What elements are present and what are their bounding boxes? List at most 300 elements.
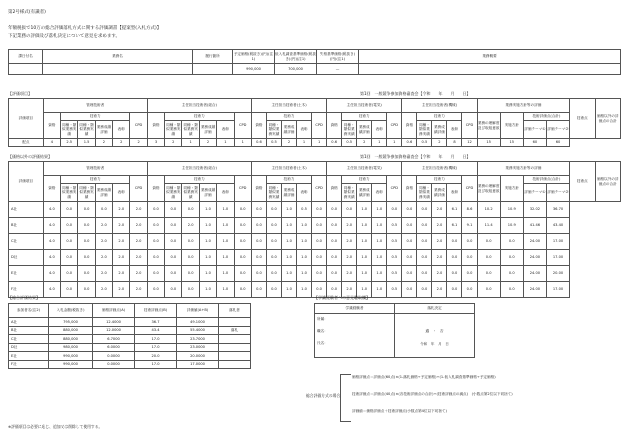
alloc-sub-header: 技術力 (165, 113, 234, 121)
results-value-cell: 0.0 (447, 282, 462, 298)
info-value (43, 64, 193, 75)
info-header: 課日付名 (9, 50, 43, 64)
results-value-cell: 0.0 (477, 234, 500, 250)
results-value-cell: 1.0 (372, 218, 387, 234)
results-value-cell: 2.0 (432, 282, 447, 298)
results-leaf-header: 評価テーマ② (546, 184, 569, 202)
results-value-cell: 0.0 (500, 266, 523, 282)
alloc-value-cell: 1 (372, 139, 387, 147)
summary-tech-score: 17.0 (135, 343, 177, 352)
alloc-value-cell: 2 (165, 139, 182, 147)
formula-price: 価格評価点＝評価点(60点)×(1-落札価格÷予定価格)÷(1-低入札調査基準価格÷予定価格) (352, 375, 496, 379)
info-header: 業務名 (43, 50, 193, 64)
results-value-cell: 2.0 (95, 218, 112, 234)
results-leaf-header: 業務成績評価 (357, 184, 372, 202)
info-value (193, 64, 233, 75)
alloc-sub-header: CPD (312, 113, 327, 139)
results-value-cell: 1.0 (297, 234, 312, 250)
opinion-date: 令和 年 月 日 (420, 341, 449, 346)
results-leaf-header: 表彰 (372, 184, 387, 202)
summary-winner (219, 335, 251, 344)
results-value-cell: 0.0 (61, 266, 78, 282)
results-value-cell: 0.0 (462, 250, 477, 266)
results-value-cell: 0.0 (500, 234, 523, 250)
section-title-criteria: 【評価項目】 (8, 91, 32, 96)
results-value-cell: 0.0 (61, 234, 78, 250)
results-value-cell: 0.0 (417, 218, 432, 234)
results-bidder-name: B社 (9, 218, 44, 234)
results-group-header: 主任担当技術者(機械) (402, 162, 477, 176)
results-value-cell: 1.0 (297, 250, 312, 266)
results-value-cell: 0.0 (78, 282, 95, 298)
results-value-cell: 0.0 (182, 202, 199, 218)
footnote: ※評価項目は必要に応じ、追加又は削除して使用する。 (8, 424, 103, 429)
opinion-affiliation: 所属： (317, 317, 328, 321)
results-value-cell: 0.0 (327, 202, 342, 218)
info-header: 履行箇所 (193, 50, 233, 64)
alloc-leaf-header: 評価テーマ② (546, 121, 569, 139)
summary-price-score: 12.4000 (93, 318, 135, 327)
summary-row (9, 335, 251, 344)
alloc-value-cell: 1 (312, 139, 327, 147)
alloc-sub-header: 技術力 (342, 113, 387, 121)
summary-tech-score: 36.7 (135, 318, 177, 327)
results-value-cell: 11.4 (477, 218, 500, 234)
results-value-cell: 0.0 (312, 250, 327, 266)
results-value-cell: 0.0 (447, 234, 462, 250)
results-value-cell: 10.2 (477, 202, 500, 218)
formula-technical: 技術評価点＝評価点(40点)×(各技術評価点の合計)÷(技術評価点の満点) (小数点第2位以下切捨て) (352, 392, 513, 396)
alloc-row-label: 配点 (9, 139, 44, 147)
summary-price-score: 6.7000 (93, 335, 135, 344)
info-value (359, 64, 621, 75)
results-value-cell: 0.0 (327, 282, 342, 298)
form-subtitle: 年額税抜で10万の総合評価落札方式に関する評価調書【提案型(入札方式)】 (8, 26, 162, 31)
results-value-cell: 1.0 (372, 282, 387, 298)
summary-price-score: 12.0000 (93, 326, 135, 335)
alloc-leaf-header: 業務成績評価 (281, 121, 296, 139)
info-value: 990,000 (233, 64, 275, 75)
alloc-group-header: 技術点 (570, 99, 595, 139)
results-value-cell: 2.0 (130, 282, 147, 298)
results-value-cell: 0.0 (417, 234, 432, 250)
alloc-sub-header: 技術力 (61, 113, 130, 121)
results-value-cell: 0.0 (234, 250, 251, 266)
results-sub-header: CPD (234, 176, 251, 202)
results-value-cell: 0.0 (447, 266, 462, 282)
results-value-cell: 0.0 (462, 234, 477, 250)
opinion-table (314, 303, 475, 358)
results-value-cell: 1.0 (199, 266, 216, 282)
results-value-cell: 1.0 (199, 250, 216, 266)
alloc-value-cell: 2 (113, 139, 130, 147)
results-value-cell: 17.00 (546, 234, 569, 250)
results-value-cell: 1.0 (217, 218, 234, 234)
results-value-cell: 0.0 (417, 250, 432, 266)
results-sub-header: 技術力 (342, 176, 387, 184)
results-leaf-header: 表彰 (113, 184, 130, 202)
results-value-cell: 4.0 (43, 250, 60, 266)
alloc-value-cell: 0.6 (327, 139, 342, 147)
results-value-cell: 4.0 (43, 218, 60, 234)
results-value-cell: 0.0 (477, 250, 500, 266)
alloc-leaf-header: 業務成績評価 (357, 121, 372, 139)
alloc-value-cell: 2 (432, 139, 447, 147)
info-value: — (317, 64, 359, 75)
results-value-cell: 17.00 (546, 250, 569, 266)
results-value-cell: 1.0 (199, 218, 216, 234)
results-value-cell: 1.0 (217, 250, 234, 266)
alloc-value-cell: 1 (387, 139, 402, 147)
summary-header: 入札金額(税抜き) (49, 304, 93, 318)
summary-total-score: 17.0000 (177, 360, 219, 369)
alloc-value-cell: 8 (447, 139, 462, 147)
alloc-sub-header: 技術力 (417, 113, 462, 121)
results-value-cell: 0.0 (266, 234, 281, 250)
results-group-header: 主任担当技術者(土木) (251, 162, 326, 176)
results-leaf-header: 同種・類似業務実績 (182, 184, 199, 202)
results-bidder-name: D社 (9, 250, 44, 266)
alloc-leaf-header: 業務成績評価 (199, 121, 216, 139)
results-leaf-header: 同種・類似業務実績 (417, 184, 432, 202)
summary-price-score: 0.0000 (93, 360, 135, 369)
summary-bidder-name: E社 (9, 352, 49, 361)
alloc-group-header: 主任担当技術者(総合) (147, 99, 251, 113)
results-value-cell: 0.0 (78, 266, 95, 282)
results-value-cell: 0.5 (387, 218, 402, 234)
results-value-cell: 0.0 (251, 218, 266, 234)
opinion-header-decision: 落札決定 (395, 304, 475, 314)
results-value-cell: 24.00 (523, 234, 546, 250)
results-eval-item-header: 評価項目 (9, 162, 44, 202)
results-value-cell: 41.46 (523, 218, 546, 234)
results-sub-header: 技術力 (266, 176, 311, 184)
results-sub-header: CPD (312, 176, 327, 202)
opinion-decision-cell (395, 314, 475, 358)
results-value-cell: 0.0 (402, 266, 417, 282)
results-leaf-header: 同種・類似業務実績 (342, 184, 357, 202)
results-value-cell: 0.0 (312, 234, 327, 250)
alloc-sub-header: 資格 (327, 113, 342, 139)
results-value-cell: 0.0 (312, 282, 327, 298)
results-value-cell: 0.0 (61, 250, 78, 266)
formula-total: 評価値＝価格評価点＋技術評価点(小数点第4位以下切捨て) (352, 409, 447, 413)
results-value-cell: 0.0 (78, 218, 95, 234)
results-value-cell: 0.0 (387, 202, 402, 218)
alloc-value-cell: 12 (462, 139, 477, 147)
summary-header: 参加者名(注2) (9, 304, 49, 318)
results-value-cell: 1.0 (281, 250, 296, 266)
results-value-cell: 2.0 (95, 234, 112, 250)
results-value-cell: 0.0 (251, 266, 266, 282)
summary-row (9, 360, 251, 369)
results-row (9, 266, 621, 282)
summary-bid-price: 990,000 (49, 352, 93, 361)
alloc-value-cell: 60 (523, 139, 546, 147)
results-sub-header: 技術力 (165, 176, 234, 184)
results-value-cell: 0.0 (182, 250, 199, 266)
results-value-cell: 1.0 (199, 202, 216, 218)
results-value-cell: 0.0 (78, 202, 95, 218)
form-id: 第2号様式(有識者) (8, 10, 46, 15)
results-value-cell: 2.0 (130, 202, 147, 218)
alloc-leaf-header: 同種・類似業務実績 (78, 121, 95, 139)
results-value-cell: 0.0 (342, 202, 357, 218)
summary-bidder-name: C社 (9, 335, 49, 344)
results-sub-header: CPD (130, 176, 147, 202)
results-value-cell: 1.0 (217, 266, 234, 282)
results-sub-header: CPD (462, 176, 477, 202)
alloc-sub-header: 技術力 (266, 113, 311, 121)
alloc-value-cell: 0.6 (402, 139, 417, 147)
alloc-leaf-header: 表彰 (372, 121, 387, 139)
results-sub-header: CPD (387, 176, 402, 202)
results-value-cell: 2.0 (432, 202, 447, 218)
results-leaf-header: 業務成績評価 (281, 184, 296, 202)
results-value-cell: 0.0 (61, 282, 78, 298)
results-sub-header: 資格 (251, 176, 266, 202)
alloc-leaf-header: 同種・類似業務実績 (182, 121, 199, 139)
results-value-cell: 0.5 (387, 250, 402, 266)
results-bidder-name: E社 (9, 266, 44, 282)
results-value-cell: 1.0 (357, 266, 372, 282)
results-row (9, 202, 621, 218)
alloc-value-cell: 2 (199, 139, 216, 147)
results-value-cell: 0.0 (266, 202, 281, 218)
alloc-value-cell: 1 (217, 139, 234, 147)
results-value-cell: 2.0 (432, 234, 447, 250)
results-value-cell: 2.0 (342, 266, 357, 282)
alloc-leaf-header: 表彰 (217, 121, 234, 139)
results-leaf-header: 業務成績評価 (432, 184, 447, 202)
alloc-value-cell: 4 (43, 139, 60, 147)
alloc-leaf-header: 同種・類似業務実績 (417, 121, 432, 139)
results-value-cell: 0.0 (462, 266, 477, 282)
criteria-allocation-table (8, 98, 621, 147)
alloc-group-header: 主任担当技術者(機械) (402, 99, 477, 113)
results-value-cell: 0.0 (147, 202, 164, 218)
results-group-header: 管理技術者 (43, 162, 147, 176)
results-value-cell: 4.0 (43, 266, 60, 282)
results-value-cell: 8.6 (462, 202, 477, 218)
alloc-value-cell: 60 (546, 139, 569, 147)
results-value-cell: 0.0 (165, 234, 182, 250)
results-value-cell: 2.0 (113, 250, 130, 266)
section-meta-results: 第1回 一般競争参加資格審査会【令和 年 月 日】 (360, 154, 471, 159)
alloc-leaf-header: 表彰 (447, 121, 462, 139)
alloc-sub-header: 資格 (402, 113, 417, 139)
section-meta-criteria: 第1回 一般競争参加資格審査会【令和 年 月 日】 (360, 91, 471, 96)
results-leaf-header: 同種・類似業務実績 (61, 184, 78, 202)
summary-total-score: 55.4000 (177, 326, 219, 335)
results-bidder-name: A社 (9, 202, 44, 218)
summary-header: 評価値(A+B) (177, 304, 219, 318)
results-sub-header: 技術力 (61, 176, 130, 184)
results-value-cell: 0.0 (327, 234, 342, 250)
results-value-cell: 1.0 (281, 202, 296, 218)
results-value-cell: 1.0 (281, 218, 296, 234)
alloc-group-header: 管理技術者 (43, 99, 147, 113)
results-value-cell: 1.0 (372, 250, 387, 266)
results-value-cell: 24.00 (523, 250, 546, 266)
alloc-value-cell: 3 (147, 139, 164, 147)
alloc-value-cell: 2.5 (61, 139, 78, 147)
results-value-cell: 32.02 (523, 202, 546, 218)
summary-row (9, 343, 251, 352)
alloc-group-header: 主任担当技術者(電気) (327, 99, 402, 113)
alloc-leaf-header: 業務成績評価 (432, 121, 447, 139)
results-value-cell: 0.0 (266, 266, 281, 282)
results-value-cell: 2.0 (342, 250, 357, 266)
results-sub-header: 実施方針 (500, 176, 523, 202)
summary-bidder-name: F社 (9, 360, 49, 369)
results-sub-header: 業務の理解度及び取組意欲 (477, 176, 500, 202)
results-value-cell: 0.0 (95, 202, 112, 218)
summary-bid-price: 980,000 (49, 343, 93, 352)
results-leaf-header: 表彰 (297, 184, 312, 202)
results-value-cell: 0.0 (312, 266, 327, 282)
results-value-cell: 0.0 (402, 234, 417, 250)
info-header: 予定価格(税抜き)(円)(注1) (233, 50, 275, 64)
results-value-cell: 0.0 (266, 218, 281, 234)
alloc-leaf-header: 同種・類似業務実績 (165, 121, 182, 139)
results-leaf-header: 業務成績評価 (199, 184, 216, 202)
results-value-cell: 0.0 (165, 282, 182, 298)
alloc-sub-header: 資格 (43, 113, 60, 139)
results-value-cell: 0.0 (266, 250, 281, 266)
formula-label: 総合評価方式の場合 (306, 393, 341, 398)
opinion-header-expert: 学識経験者 (315, 304, 395, 314)
results-value-cell: 0.0 (251, 202, 266, 218)
summary-header: 技術評価点(B) (135, 304, 177, 318)
results-value-cell: 0.0 (251, 234, 266, 250)
alloc-value-cell: 1 (297, 139, 312, 147)
results-value-cell: 0.0 (312, 202, 327, 218)
alloc-sub-header: CPD (462, 113, 477, 139)
alloc-value-cell: 15 (500, 139, 523, 147)
results-value-cell: 0.0 (500, 282, 523, 298)
results-value-cell: 24.00 (523, 282, 546, 298)
results-value-cell: 0.0 (165, 218, 182, 234)
results-value-cell: 2.0 (130, 266, 147, 282)
results-value-cell: 0.0 (147, 218, 164, 234)
results-value-cell: 0.0 (417, 202, 432, 218)
results-value-cell: 1.0 (297, 282, 312, 298)
results-group-header: 主任担当技術者(電気) (327, 162, 402, 176)
results-value-cell: 0.0 (234, 266, 251, 282)
alloc-sub-header: CPD (130, 113, 147, 139)
results-leaf-header: 同種・類似業務実績 (78, 184, 95, 202)
results-sub-header: 技術力 (417, 176, 462, 184)
summary-tech-score: 43.4 (135, 326, 177, 335)
results-group-header: 技術点 (570, 162, 595, 202)
alloc-sub-header: 資格 (147, 113, 164, 139)
results-value-cell: 1.0 (357, 218, 372, 234)
results-value-cell: 1.0 (372, 234, 387, 250)
results-value-cell: 0.0 (327, 218, 342, 234)
results-value-cell: 0.5 (297, 202, 312, 218)
summary-tech-score: 20.0 (135, 352, 177, 361)
results-value-cell: 0.0 (234, 234, 251, 250)
results-value-cell: 0.0 (402, 282, 417, 298)
results-value-cell: 2.0 (432, 250, 447, 266)
results-value-cell: 0.0 (147, 266, 164, 282)
results-value-cell: 1.0 (217, 282, 234, 298)
alloc-leaf-header: 同種・類似業務実績 (61, 121, 78, 139)
results-value-cell: 4.0 (43, 202, 60, 218)
results-row (9, 250, 621, 266)
results-value-cell: 1.0 (297, 218, 312, 234)
results-value-cell: 1.0 (297, 266, 312, 282)
results-value-cell: 0.0 (147, 234, 164, 250)
results-value-cell: 24.00 (523, 266, 546, 282)
alloc-leaf-header: 表彰 (113, 121, 130, 139)
results-value-cell: 1.0 (372, 202, 387, 218)
summary-price-score: 0.0000 (93, 352, 135, 361)
opinion-fullname: 氏名： (317, 341, 328, 346)
results-value-cell: 36.70 (546, 202, 569, 218)
info-header: 業務概要 (359, 50, 621, 64)
alloc-sub-header: 実施方針 (500, 113, 523, 139)
results-value-cell: 2.0 (342, 282, 357, 298)
results-value-cell: 1.0 (281, 234, 296, 250)
summary-bid-price: 880,000 (49, 335, 93, 344)
formula-bracket (340, 374, 351, 422)
alloc-value-cell: 0.5 (417, 139, 432, 147)
alloc-value-cell: 2 (130, 139, 147, 147)
results-leaf-header: 評価テーマ① (523, 184, 546, 202)
results-value-cell: 0.5 (387, 266, 402, 282)
results-value-cell: 1.0 (357, 202, 372, 218)
results-value-cell: 2.0 (113, 234, 130, 250)
results-value-cell: 2.0 (113, 282, 130, 298)
summary-tech-score: 17.0 (135, 335, 177, 344)
results-value-cell: 2.0 (432, 218, 447, 234)
results-row (9, 218, 621, 234)
results-value-cell: 0.0 (165, 266, 182, 282)
results-value-cell: 0.0 (266, 282, 281, 298)
section-title-opinion: 【学識経験者への意見聴取欄】 (314, 295, 370, 300)
alloc-leaf-header: 同種・類似業務実績 (342, 121, 357, 139)
results-sub-header: 資格 (402, 176, 417, 202)
alloc-value-cell: 0.5 (342, 139, 357, 147)
results-value-cell: 1.0 (281, 266, 296, 282)
results-value-cell: 0.0 (417, 282, 432, 298)
opinion-expert-cell (315, 314, 395, 358)
results-value-cell: 0.0 (61, 202, 78, 218)
results-value-cell: 0.0 (477, 266, 500, 282)
results-value-cell: 0.0 (312, 218, 327, 234)
results-value-cell: 0.0 (182, 282, 199, 298)
alloc-group-header: 業務実施方針等の評価 (477, 99, 570, 113)
results-sub-header: 資格 (43, 176, 60, 202)
results-bidder-name: F社 (9, 282, 44, 298)
alloc-leaf-header: 表彰 (297, 121, 312, 139)
results-bidder-name: C社 (9, 234, 44, 250)
summary-bidder-name: D社 (9, 343, 49, 352)
results-value-cell: 0.5 (387, 282, 402, 298)
results-value-cell: 10.9 (500, 218, 523, 234)
results-value-cell: 1.0 (199, 282, 216, 298)
results-value-cell: 0.5 (387, 234, 402, 250)
results-value-cell: 2.0 (113, 218, 130, 234)
summary-winner (219, 318, 251, 327)
opinion-approval: 適 ・ 否 (425, 329, 444, 334)
alloc-value-cell: 15 (477, 139, 500, 147)
results-value-cell: 1.0 (199, 234, 216, 250)
summary-row (9, 318, 251, 327)
alloc-eval-item-header: 評価項目 (9, 99, 44, 139)
